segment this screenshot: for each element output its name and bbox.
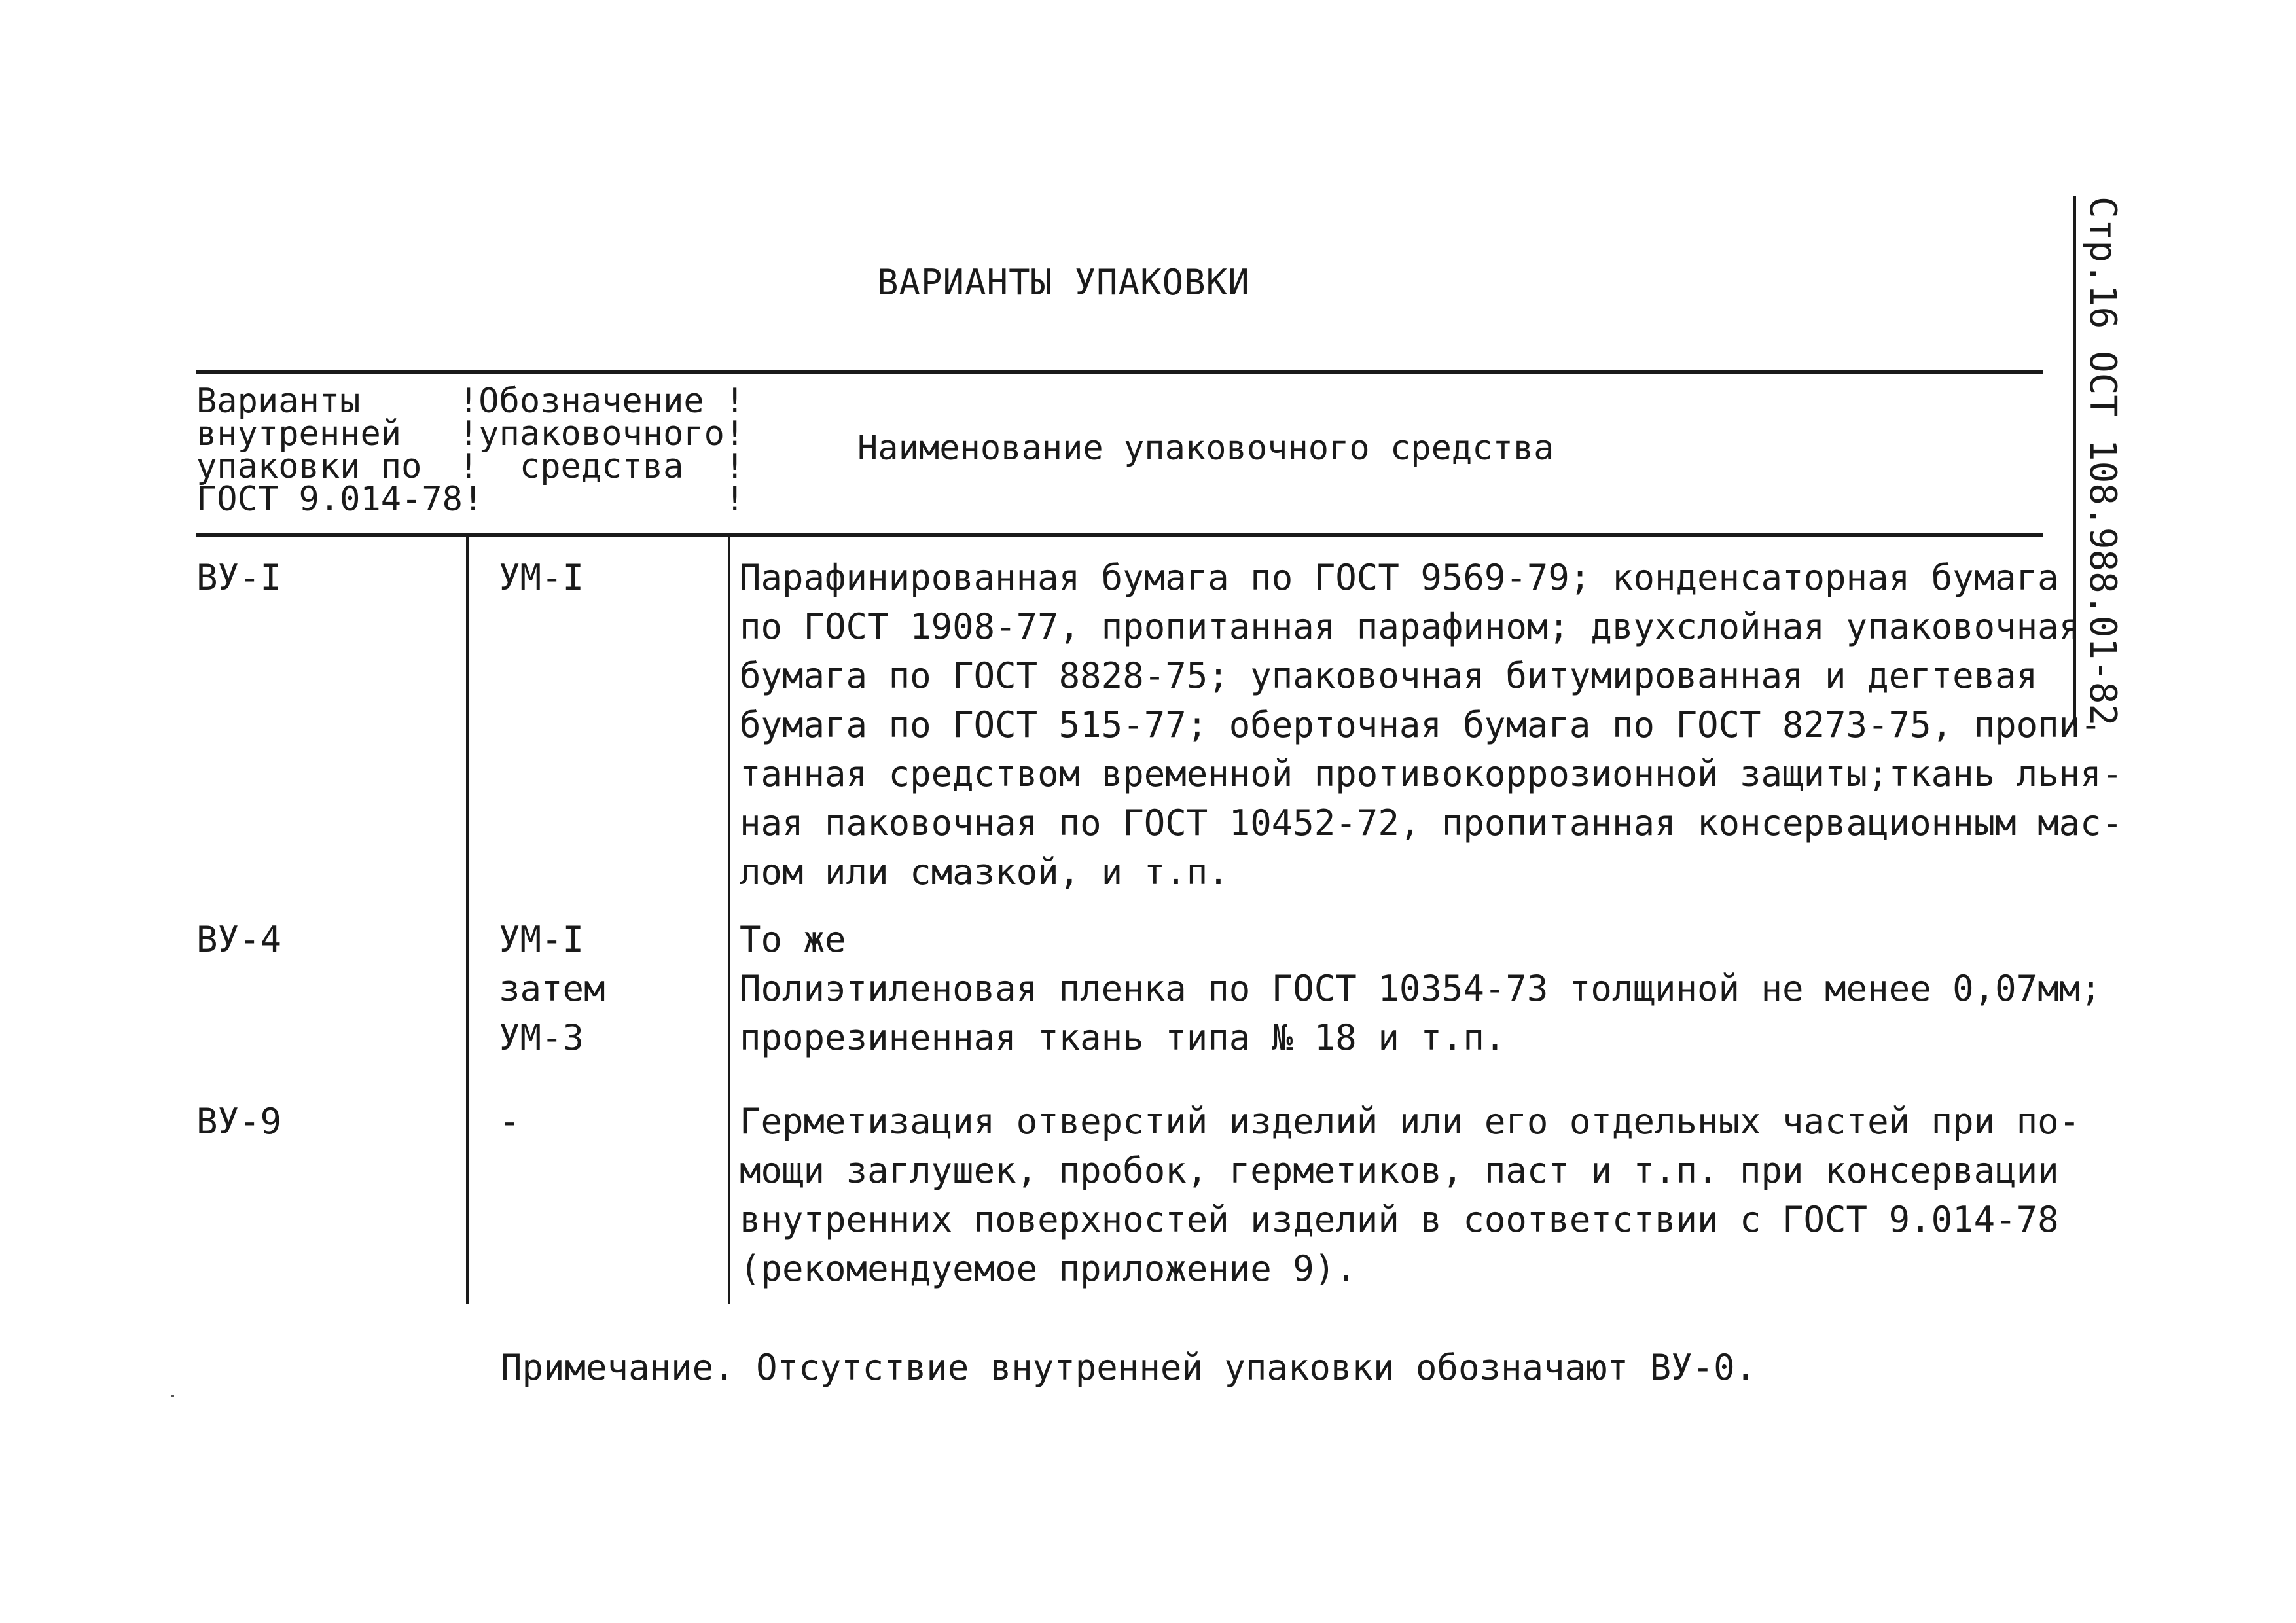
column-header-variants: Варианты внутренней упаковки по ГОСТ 9.014-78! [196,382,484,519]
scan-speck [171,1395,174,1397]
row-description: Герметизация отверстий изделий или его отдельных частей при по- мощи заглушек, пробок, герметиков, паст и т.п. при консервации внутренних поверхностей изделий в соответствии с ГОСТ 9.014-78 (рекомендуемое приложение 9). [740,1101,2081,1289]
side-reference: Стр.16 ОСТ 108.988.01-82 [2081,196,2124,726]
column-divider-1 [466,537,469,1304]
row-description: То же Полиэтиленовая пленка по ГОСТ 10354-73 толщиной не менее 0,07мм; прорезиненная ткань типа № 18 и т.п. [740,919,2102,1058]
row-description: Парафинированная бумага по ГОСТ 9569-79; конденсаторная бумага по ГОСТ 1908-77, пропитанная парафином; двухслойная упаковочная бумага по ГОСТ 8828-75; упаковочная битумированная и дегтевая бумага по ГОСТ 515-77; оберточная бумага по ГОСТ 8273-75, пропи- танная средством временной противокоррозионной защиты;ткань льня- ная паковочная по ГОСТ 10452-72, пропитанная консервационным мас- лом или смазкой, и т.п. [740,557,2123,893]
footnote: Примечание. Отсутствие внутренней упаковки обозначают ВУ-0. [501,1347,1757,1388]
row-variant: ВУ-I [196,557,282,598]
page-title: ВАРИАНТЫ УПАКОВКИ [877,262,1250,303]
column-header-designation: !Обозначение ! !упаковочного! ! средства ! ! [458,382,745,519]
row-designation: УМ-I затем УМ-3 [499,919,605,1058]
row-variant: ВУ-9 [196,1101,282,1142]
row-designation: УМ-I [499,557,584,598]
table-top-rule [196,370,2043,374]
column-divider-2 [728,537,730,1304]
column-header-name: Наименование упаковочного средства [857,429,1554,468]
table-header-rule [196,533,2043,537]
row-designation: - [499,1101,520,1142]
row-variant: ВУ-4 [196,919,282,960]
